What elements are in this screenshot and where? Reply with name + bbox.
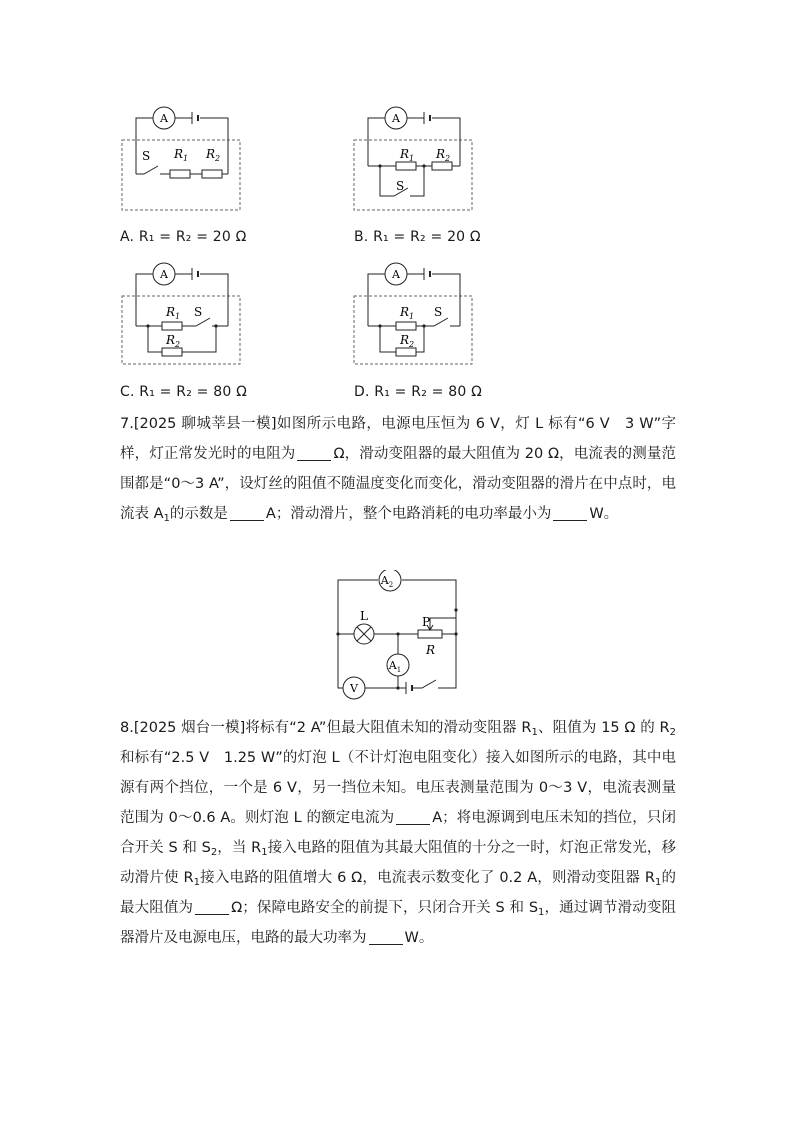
svg-text:R2: $R_2$ [436, 147, 451, 163]
svg-text:S: S [434, 305, 443, 319]
svg-text:A2: $A_2$ [380, 574, 394, 589]
svg-text:R1: $R_1$ [400, 305, 415, 321]
svg-text:R: R [426, 643, 436, 657]
option-d: D. R₁ = R₂ = 80 Ω [354, 384, 483, 400]
resistor-r1 [396, 162, 416, 170]
problem-7: 7.[2025 聊城莘县一模]如图所示电路，电源电压恒为 6 V，灯 L 标有“6 V 3 W”字样，灯正常发光时的电阻为 Ω，滑动变阻器的最大阻值为 20 Ω，电流表的测量范围都是“0～3 A”，设灯丝的阻值不随温度变化而变化，滑动变阻器的滑片在中点时，电流表 $A_1$的示数是 A；滑动滑片，整个电路消耗的电功率最小为 W。 [120, 416, 677, 524]
problem-number: 8. [120, 720, 134, 736]
resistor-r1 [162, 322, 182, 330]
dashed-box [354, 140, 472, 210]
svg-text:S: S [396, 179, 405, 193]
svg-text:A: A [160, 268, 168, 281]
problem-source: [2025 聊城莘县一模] [133, 416, 277, 432]
slider-p [430, 618, 456, 630]
svg-text:S: S [142, 149, 151, 163]
problem-8: 8.[2025 烟台一模]将标有“2 A”但最大阻值未知的滑动变阻器 $R_1$、阻值为 15 Ω 的 $R_2$和标有“2.5 V 1.25 W”的灯泡 L（不计灯泡电阻变化）接入如图所示的电路，其中电源有两个挡位，一个是 6 V，另一挡位未知。电压表测量范围为 0～3 V，电流表测量范围为 0～0.6 A。则灯泡 L 的额定电流为 A；将电源调到电压未知的挡位，只闭合开关 S 和 $S_2$，当 $R_1$接入电路的阻值为其最大阻值的十分之一时，灯泡正常发光，移动滑片使 $R_1$接入电路的阻值增大 6 Ω，电流表示数变化了 0.2 A，则滑动变阻器 $R_1$的最大阻值为 Ω；保障电路安全的前提下，只闭合开关 S 和 $S_1$，通过调节滑动变阻器滑片及电源电压，电路的最大功率为 W。 [120, 720, 677, 946]
option-a: A. R₁ = R₂ = 20 Ω [120, 229, 247, 245]
circuit-option-b [350, 104, 480, 214]
svg-text:R2: $R_2$ [400, 333, 415, 349]
svg-text:R1: $R_1$ [174, 147, 189, 163]
resistor-r2 [432, 162, 452, 170]
resistor-r2 [396, 348, 416, 356]
svg-text:A: A [392, 268, 400, 281]
switch-s [182, 318, 210, 326]
resistor-r2 [162, 348, 182, 356]
svg-text:V: V [350, 682, 358, 695]
svg-text:R1: $R_1$ [166, 305, 181, 321]
answer-blank[interactable] [297, 444, 331, 461]
circuit-option-d [350, 258, 480, 368]
problem-number: 7. [120, 416, 134, 432]
resistor-r2 [202, 170, 222, 178]
resistor-r1 [396, 322, 416, 330]
rheostat-r [418, 630, 442, 638]
answer-blank[interactable] [230, 504, 264, 521]
circuit-option-a [118, 104, 248, 214]
option-b: B. R₁ = R₂ = 20 Ω [354, 229, 481, 245]
svg-text:R2: $R_2$ [206, 147, 221, 163]
svg-text:L: L [360, 609, 368, 623]
switch-s [430, 318, 448, 326]
switch-s [136, 166, 158, 174]
circuit-problem-7 [334, 570, 464, 700]
problem-source: [2025 烟台一模] [133, 720, 246, 736]
svg-text:P: P [422, 615, 431, 629]
svg-text:R2: $R_2$ [166, 333, 181, 349]
option-c: C. R₁ = R₂ = 80 Ω [120, 384, 248, 400]
resistor-r1 [170, 170, 190, 178]
svg-text:A: A [160, 112, 168, 125]
svg-text:A1: $A_1$ [388, 659, 402, 674]
answer-blank[interactable] [553, 504, 587, 521]
answer-blank[interactable] [195, 898, 229, 915]
svg-text:S: S [194, 305, 203, 319]
circuit-option-c [118, 258, 248, 368]
svg-text:A: A [392, 112, 400, 125]
svg-text:R1: $R_1$ [400, 147, 415, 163]
answer-blank[interactable] [396, 808, 430, 825]
answer-blank[interactable] [369, 928, 403, 945]
